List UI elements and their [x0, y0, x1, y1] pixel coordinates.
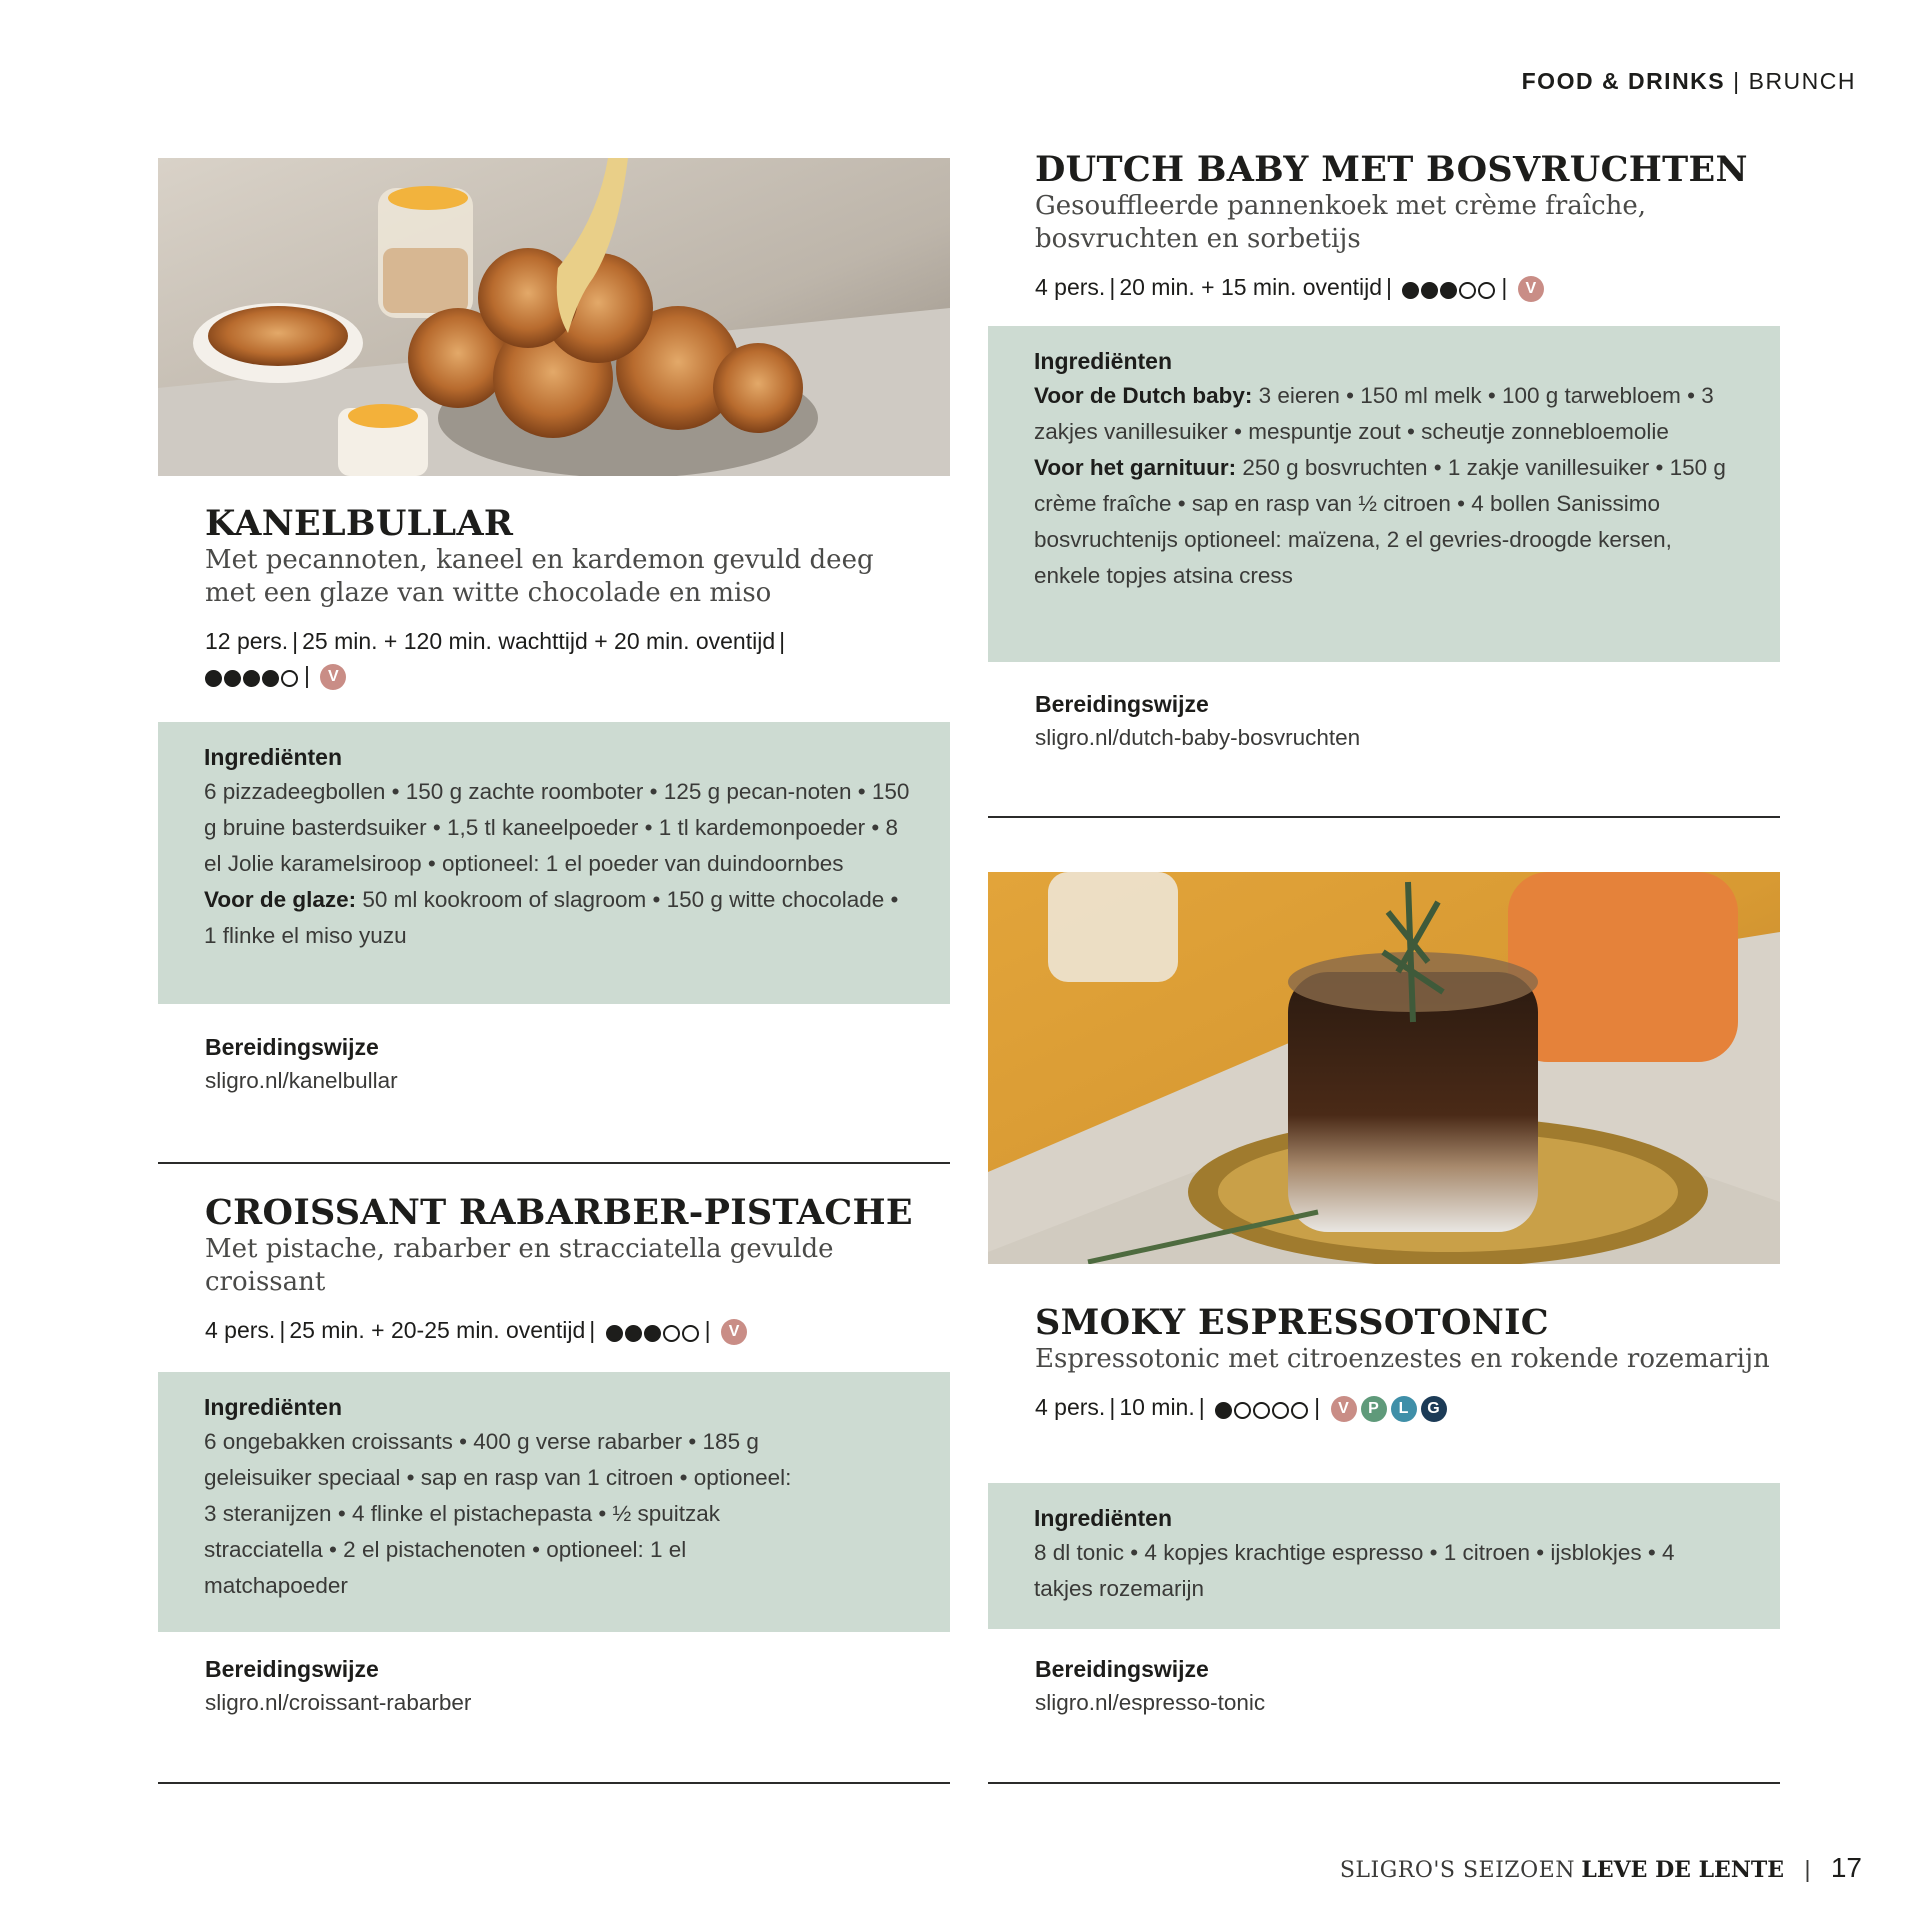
ingredients-heading: Ingrediënten — [204, 744, 343, 770]
divider — [988, 1782, 1780, 1784]
recipe-subtitle: Met pistache, rabarber en stracciatella gevulde croissant — [205, 1234, 834, 1297]
gluten-free-badge: G — [1421, 1396, 1447, 1422]
kanelbullar-heading — [205, 504, 925, 694]
difficulty-rating — [606, 1315, 701, 1349]
ingredients-list: 8 dl tonic • 4 kopjes krachtige espresso • 1 citroen • ijsblokjes • 4 takjes rozemarijn — [1034, 1540, 1675, 1601]
espresso-ingredients — [988, 1483, 1780, 1629]
prep-time: 10 min. — [1119, 1394, 1195, 1420]
vegetarian-badge: V — [1518, 276, 1544, 302]
difficulty-dot — [1253, 1402, 1270, 1419]
preparation-heading: Bereidingswijze — [1035, 691, 1209, 717]
espresso-heading — [1035, 1303, 1795, 1426]
kanelbullar-ingredients — [158, 722, 950, 1004]
preparation-link[interactable]: sligro.nl/croissant-rabarber — [205, 1690, 472, 1715]
footer-separator: | — [1804, 1856, 1811, 1882]
difficulty-dot — [281, 670, 298, 687]
preparation-link[interactable]: sligro.nl/espresso-tonic — [1035, 1690, 1266, 1715]
preparation-link[interactable]: sligro.nl/kanelbullar — [205, 1068, 398, 1093]
difficulty-dot — [606, 1325, 623, 1342]
footer-magazine-title: LEVE DE LENTE — [1581, 1857, 1785, 1883]
recipe-meta: 4 pers. | 10 min. | | V P L G — [1035, 1390, 1795, 1426]
section-header — [1522, 68, 1856, 95]
prep-time: 25 min. + 120 min. wachttijd + 20 min. oventijd — [302, 628, 776, 654]
preparation-link[interactable]: sligro.nl/dutch-baby-bosvruchten — [1035, 725, 1361, 750]
prep-time: 20 min. + 15 min. oventijd — [1119, 274, 1383, 300]
ingredients-heading: Ingrediënten — [1034, 1505, 1173, 1531]
difficulty-dot — [1272, 1402, 1289, 1419]
divider — [158, 1162, 950, 1164]
base-ingredients: 3 eieren • 150 ml melk • 100 g tarwebloem • 3 zakjes vanillesuiker • mespuntje zout • scheutje zonnebloemolie — [1034, 383, 1714, 444]
difficulty-dot — [224, 670, 241, 687]
dutch-baby-ingredients — [988, 326, 1780, 662]
espresso-preparation — [1035, 1652, 1755, 1720]
recipe-title: DUTCH BABY MET BOSVRUCHTEN — [1035, 149, 1748, 190]
recipe-subtitle: Met pecannoten, kaneel en kardemon gevuld deeg met een glaze van witte chocolade en miso — [205, 545, 874, 608]
kanelbullar-photo — [158, 158, 950, 476]
preparation-heading: Bereidingswijze — [1035, 1656, 1209, 1682]
page-number: 17 — [1830, 1852, 1862, 1883]
difficulty-dot — [1291, 1402, 1308, 1419]
recipe-title: KANELBULLAR — [205, 503, 514, 544]
difficulty-dot — [1215, 1402, 1232, 1419]
ingredients-list — [1034, 378, 1740, 594]
difficulty-dot — [663, 1325, 680, 1342]
category-label: BRUNCH — [1748, 68, 1856, 94]
croissant-ingredients — [158, 1372, 950, 1632]
difficulty-rating — [205, 660, 300, 694]
recipe-subtitle: Gesouffleerde pannenkoek met crème fraîche, bosvruchten en sorbetijs — [1035, 191, 1647, 254]
recipe-meta: 12 pers. | 25 min. + 120 min. wachttijd + 20 min. oventijd | | V — [205, 624, 925, 694]
difficulty-dot — [243, 670, 260, 687]
difficulty-dot — [1478, 282, 1495, 299]
recipe-meta: 4 pers. | 25 min. + 20-25 min. oventijd | | V — [205, 1313, 925, 1349]
espresso-photo — [988, 872, 1780, 1264]
difficulty-dot — [1234, 1402, 1251, 1419]
recipe-title: SMOKY ESPRESSOTONIC — [1035, 1302, 1549, 1343]
glaze-label: Voor de glaze: — [204, 887, 357, 912]
servings: 4 pers. — [205, 1317, 276, 1343]
kanelbullar-preparation — [205, 1030, 925, 1098]
ingredients-list — [204, 774, 910, 954]
difficulty-dot — [682, 1325, 699, 1342]
header-separator: | — [1733, 68, 1741, 94]
difficulty-dot — [625, 1325, 642, 1342]
glaze-ingredients: 50 ml kookroom of slagroom • 150 g witte chocolade • 1 flinke el miso yuzu — [204, 887, 899, 948]
difficulty-dot — [1440, 282, 1457, 299]
garnish-ingredients: 250 g bosvruchten • 1 zakje vanillesuiker • 150 g crème fraîche • sap en rasp van ½ citroen • 4 bollen Sanissimo bosvruchtenijs optioneel: maïzena, 2 el gevries-droogde kersen, enkele topjes atsina cress — [1034, 455, 1726, 588]
dutch-baby-heading — [1035, 150, 1795, 306]
vegetarian-badge: V — [721, 1319, 747, 1345]
servings: 12 pers. — [205, 628, 289, 654]
divider — [158, 1782, 950, 1784]
difficulty-dot — [644, 1325, 661, 1342]
divider — [988, 816, 1780, 818]
espresso-tonic-photo-icon — [988, 872, 1780, 1264]
difficulty-dot — [262, 670, 279, 687]
cinnamon-buns-photo-icon — [158, 158, 950, 476]
vegetarian-badge: V — [1331, 1396, 1357, 1422]
servings: 4 pers. — [1035, 1394, 1106, 1420]
plant-based-badge: P — [1361, 1396, 1387, 1422]
difficulty-dot — [1402, 282, 1419, 299]
lactose-free-badge: L — [1391, 1396, 1417, 1422]
recipe-title: CROISSANT RABARBER-PISTACHE — [205, 1192, 913, 1233]
croissant-heading — [205, 1193, 925, 1349]
ingredients-main: 6 pizzadeegbollen • 150 g zachte roomboter • 125 g pecan-noten • 150 g bruine basterdsuiker • 1,5 tl kaneelpoeder • 1 tl kardemonpoeder • 8 el Jolie karamelsiroop • optioneel: 1 el poeder van duindoornbes — [204, 779, 910, 876]
vegetarian-badge: V — [320, 664, 346, 690]
difficulty-dot — [205, 670, 222, 687]
base-label: Voor de Dutch baby: — [1034, 383, 1253, 408]
dutch-baby-preparation — [1035, 687, 1755, 755]
footer-brand: SLIGRO'S SEIZOEN — [1339, 1858, 1575, 1883]
ingredients-list: 6 ongebakken croissants • 400 g verse rabarber • 185 g geleisuiker speciaal • sap en rasp van 1 citroen • optioneel: 3 steranijzen • 4 flinke el pistachepasta • ½ spuitzak stracciatella • 2 el pistachenoten • optioneel: 1 el matchapoeder — [204, 1429, 792, 1598]
recipe-meta: 4 pers. | 20 min. + 15 min. oventijd | | V — [1035, 270, 1795, 306]
preparation-heading: Bereidingswijze — [205, 1034, 379, 1060]
recipe-subtitle: Espressotonic met citroenzestes en rokende rozemarijn — [1035, 1344, 1770, 1374]
ingredients-heading: Ingrediënten — [1034, 348, 1173, 374]
ingredients-heading: Ingrediënten — [204, 1394, 343, 1420]
garnish-label: Voor het garnituur: — [1034, 455, 1237, 480]
difficulty-rating — [1215, 1392, 1310, 1426]
preparation-heading: Bereidingswijze — [205, 1656, 379, 1682]
croissant-preparation — [205, 1652, 925, 1720]
difficulty-dot — [1459, 282, 1476, 299]
servings: 4 pers. — [1035, 274, 1106, 300]
difficulty-rating — [1402, 272, 1497, 306]
page-footer — [1340, 1852, 1862, 1884]
section-label: FOOD & DRINKS — [1521, 68, 1726, 94]
prep-time: 25 min. + 20-25 min. oventijd — [289, 1317, 586, 1343]
difficulty-dot — [1421, 282, 1438, 299]
